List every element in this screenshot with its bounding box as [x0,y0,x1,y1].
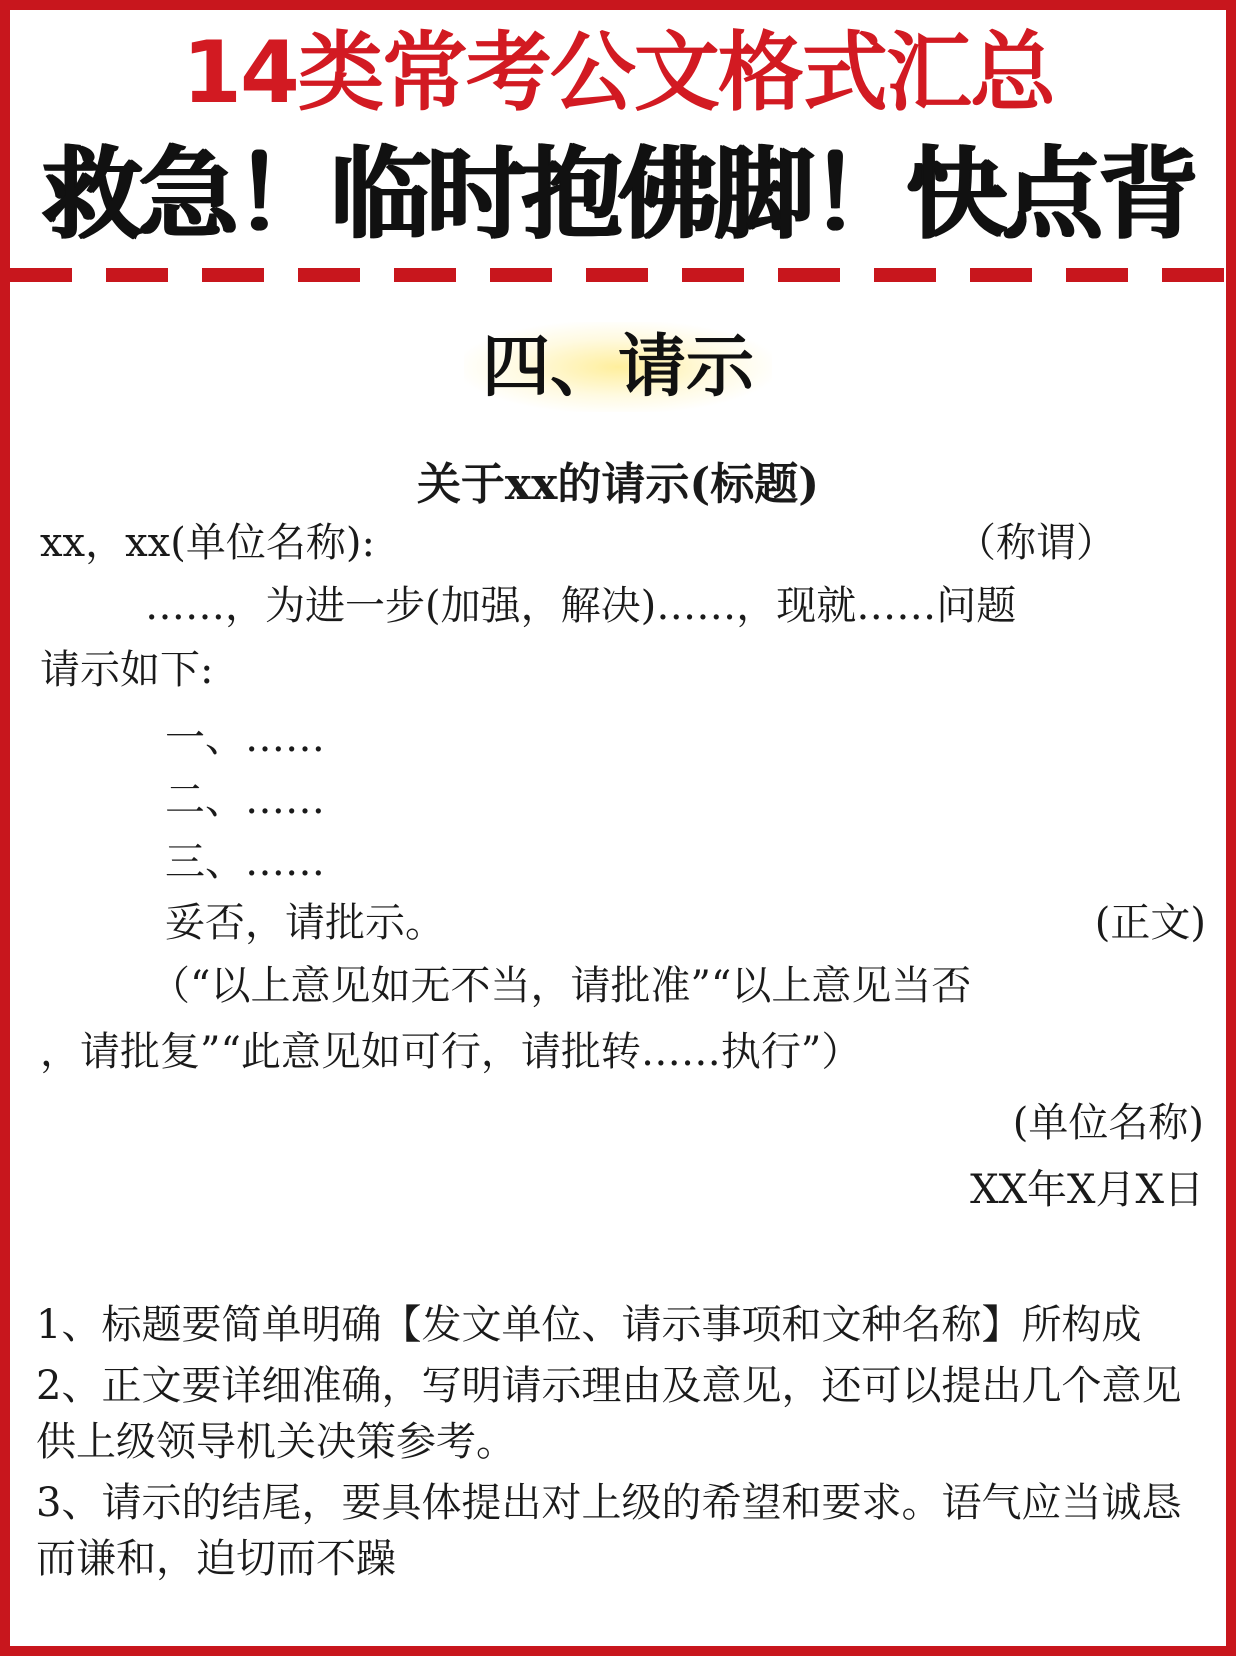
body-line-2: 请示如下: [40,647,214,693]
note-item: 3、请示的结尾，要具体提出对上级的希望和要求。语气应当诚恳而谦和，迫切而不躁 [36,1480,1182,1582]
list-item: 三、…… [165,839,325,885]
notes-list [36,1297,1216,1592]
section-heading [10,322,1226,412]
salutation: xx，xx(单位名称): [40,520,375,566]
alternative-phrases-line-1: （“以上意见如无不当，请批准”“以上意见当否 [150,963,972,1009]
list-item: 一、…… [165,715,325,761]
list-item: 二、…… [165,777,325,823]
dashed-divider [10,268,1226,282]
signature-unit: (单位名称) [1012,1100,1204,1146]
closing-line: 妥否，请批示。 [165,900,445,946]
note-item: 2、正文要详细准确，写明请示理由及意见，还可以提出几个意见供上级领导机关决策参考。 [36,1363,1182,1465]
body-line-1: ……，为进一步(加强，解决)……，现就……问题 [145,583,1017,629]
note-item: 1、标题要简单明确【发文单位、请示事项和文种名称】所构成 [36,1302,1142,1348]
alternative-phrases-line-2: ，请批复”“此意见如可行，请批转……执行”） [40,1029,862,1075]
closing-tag: (正文) [1094,900,1206,946]
document-title: 关于xx的请示(标题) [416,459,820,510]
page-subtitle: 救急！临时抱佛脚！快点背 [42,136,1194,253]
section-heading-text: 四、请示 [464,322,772,412]
salutation-tag: （称谓） [956,520,1116,566]
page-title: 14类常考公文格式汇总 [182,23,1054,123]
document-date: XX年X月X日 [970,1167,1204,1213]
